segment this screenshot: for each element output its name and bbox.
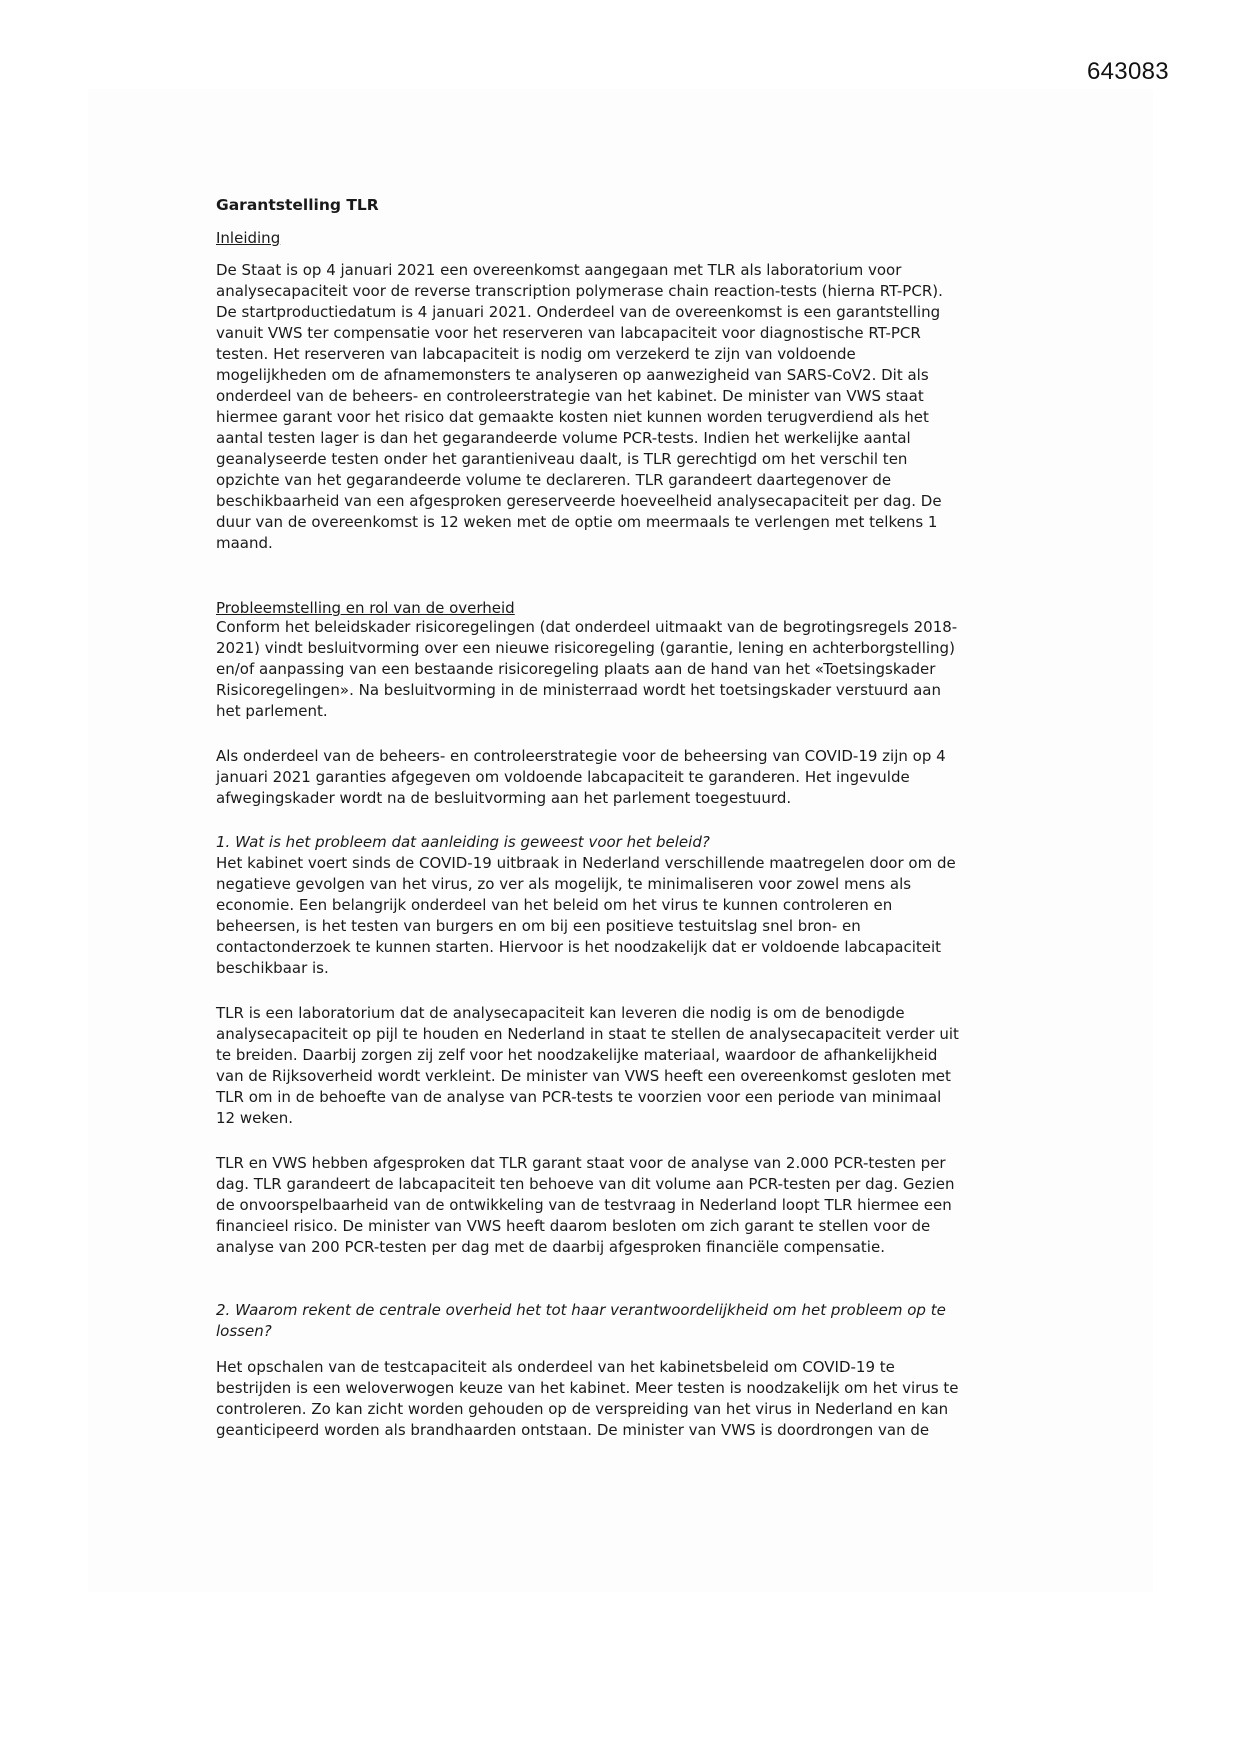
section-heading-probleemstelling: Probleemstelling en rol van de overheid <box>216 599 515 617</box>
paragraph-line: Als onderdeel van de beheers- en controleerstrategie voor de beheersing van COVID-19 zijn op 4 <box>216 747 946 765</box>
paragraph-line: dag. TLR garandeert de labcapaciteit ten behoeve van dit volume aan PCR-testen per dag. Gezien <box>216 1175 955 1193</box>
paragraph-line: geanticipeerd worden als brandhaarden ontstaan. De minister van VWS is doordrongen van de <box>216 1421 930 1439</box>
paragraph-line: TLR en VWS hebben afgesproken dat TLR garant staat voor de analyse van 2.000 PCR-testen per <box>216 1154 946 1172</box>
paragraph-line: Het opschalen van de testcapaciteit als onderdeel van het kabinetsbeleid om COVID-19 te <box>216 1358 895 1376</box>
document-title: Garantstelling TLR <box>216 196 379 214</box>
paragraph-line: financieel risico. De minister van VWS heeft daarom besloten om zich garant te stellen voor de <box>216 1217 931 1235</box>
question-heading-2: 2. Waarom rekent de centrale overheid het tot haar verantwoordelijkheid om het probleem op te <box>216 1301 946 1319</box>
paragraph-line: Risicoregelingen». Na besluitvorming in de ministerraad wordt het toetsingskader verstuurd aan <box>216 681 941 699</box>
paragraph-line: analysecapaciteit voor de reverse transcription polymerase chain reaction-tests (hierna RT-PCR). <box>216 282 943 300</box>
paragraph-line: contactonderzoek te kunnen starten. Hiervoor is het noodzakelijk dat er voldoende labcapaciteit <box>216 938 942 956</box>
paragraph-line: het parlement. <box>216 702 328 720</box>
paragraph-line: te breiden. Daarbij zorgen zij zelf voor het noodzakelijke materiaal, waardoor de afhankelijkheid <box>216 1046 938 1064</box>
question-heading-2-cont: lossen? <box>216 1322 272 1340</box>
paragraph-line: TLR om in de behoefte van de analyse van PCR-tests te voorzien voor een periode van minimaal <box>216 1088 942 1106</box>
paragraph-line: beschikbaar is. <box>216 959 329 977</box>
paragraph-line: en/of aanpassing van een bestaande risicoregeling plaats aan de hand van het «Toetsingskader <box>216 660 936 678</box>
paragraph-line: januari 2021 garanties afgegeven om voldoende labcapaciteit te garanderen. Het ingevulde <box>216 768 910 786</box>
paragraph-line: afwegingskader wordt na de besluitvorming aan het parlement toegestuurd. <box>216 789 792 807</box>
document-id: 643083 <box>1087 58 1169 85</box>
paragraph-line: duur van de overeenkomst is 12 weken met de optie om meermaals te verlengen met telkens 1 <box>216 513 938 531</box>
paragraph-line: analyse van 200 PCR-testen per dag met de daarbij afgesproken financiële compensatie. <box>216 1238 885 1256</box>
paragraph-line: Conform het beleidskader risicoregelingen (dat onderdeel uitmaakt van de begrotingsregels 2018- <box>216 618 958 636</box>
paragraph-line: Het kabinet voert sinds de COVID-19 uitbraak in Nederland verschillende maatregelen door om de <box>216 854 956 872</box>
paragraph-line: 2021) vindt besluitvorming over een nieuwe risicoregeling (garantie, lening en achterborgstelling) <box>216 639 955 657</box>
question-heading-1: 1. Wat is het probleem dat aanleiding is geweest voor het beleid? <box>216 833 710 851</box>
paragraph-line: controleren. Zo kan zicht worden gehouden op de verspreiding van het virus in Nederland en kan <box>216 1400 949 1418</box>
paragraph-line: 12 weken. <box>216 1109 294 1127</box>
paragraph-line: beschikbaarheid van een afgesproken gereserveerde hoeveelheid analysecapaciteit per dag. De <box>216 492 942 510</box>
paragraph-line: geanalyseerde testen onder het garantieniveau daalt, is TLR gerechtigd om het verschil ten <box>216 450 908 468</box>
paragraph-line: onderdeel van de beheers- en controleerstrategie van het kabinet. De minister van VWS staat <box>216 387 924 405</box>
paragraph-line: beheersen, is het testen van burgers en om bij een positieve testuitslag snel bron- en <box>216 917 861 935</box>
paragraph-line: De startproductiedatum is 4 januari 2021. Onderdeel van de overeenkomst is een garantstelling <box>216 303 941 321</box>
paragraph-line: analysecapaciteit op pijl te houden en Nederland in staat te stellen de analysecapaciteit verder uit <box>216 1025 959 1043</box>
paragraph-line: TLR is een laboratorium dat de analysecapaciteit kan leveren die nodig is om de benodigde <box>216 1004 905 1022</box>
paragraph-line: negatieve gevolgen van het virus, zo ver als mogelijk, te minimaliseren voor zowel mens als <box>216 875 912 893</box>
paragraph-line: maand. <box>216 534 273 552</box>
paragraph-line: van de Rijksoverheid wordt verkleint. De minister van VWS heeft een overeenkomst gesloten met <box>216 1067 951 1085</box>
paragraph-line: bestrijden is een weloverwogen keuze van het kabinet. Meer testen is noodzakelijk om het virus te <box>216 1379 959 1397</box>
paragraph-line: aantal testen lager is dan het gegarandeerde volume PCR-tests. Indien het werkelijke aantal <box>216 429 911 447</box>
paragraph-line: mogelijkheden om de afnamemonsters te analyseren op aanwezigheid van SARS-CoV2. Dit als <box>216 366 929 384</box>
paragraph-line: economie. Een belangrijk onderdeel van het beleid om het virus te kunnen controleren en <box>216 896 893 914</box>
section-heading-inleiding: Inleiding <box>216 229 281 247</box>
paragraph-line: vanuit VWS ter compensatie voor het reserveren van labcapaciteit voor diagnostische RT-PCR <box>216 324 921 342</box>
paragraph-line: hiermee garant voor het risico dat gemaakte kosten niet kunnen worden terugverdiend als het <box>216 408 929 426</box>
paragraph-line: opzichte van het gegarandeerde volume te declareren. TLR garandeert daartegenover de <box>216 471 892 489</box>
paragraph-line: testen. Het reserveren van labcapaciteit is nodig om verzekerd te zijn van voldoende <box>216 345 856 363</box>
paragraph-line: de onvoorspelbaarheid van de ontwikkeling van de testvraag in Nederland loopt TLR hiermee een <box>216 1196 952 1214</box>
paragraph-line: De Staat is op 4 januari 2021 een overeenkomst aangegaan met TLR als laboratorium voor <box>216 261 902 279</box>
